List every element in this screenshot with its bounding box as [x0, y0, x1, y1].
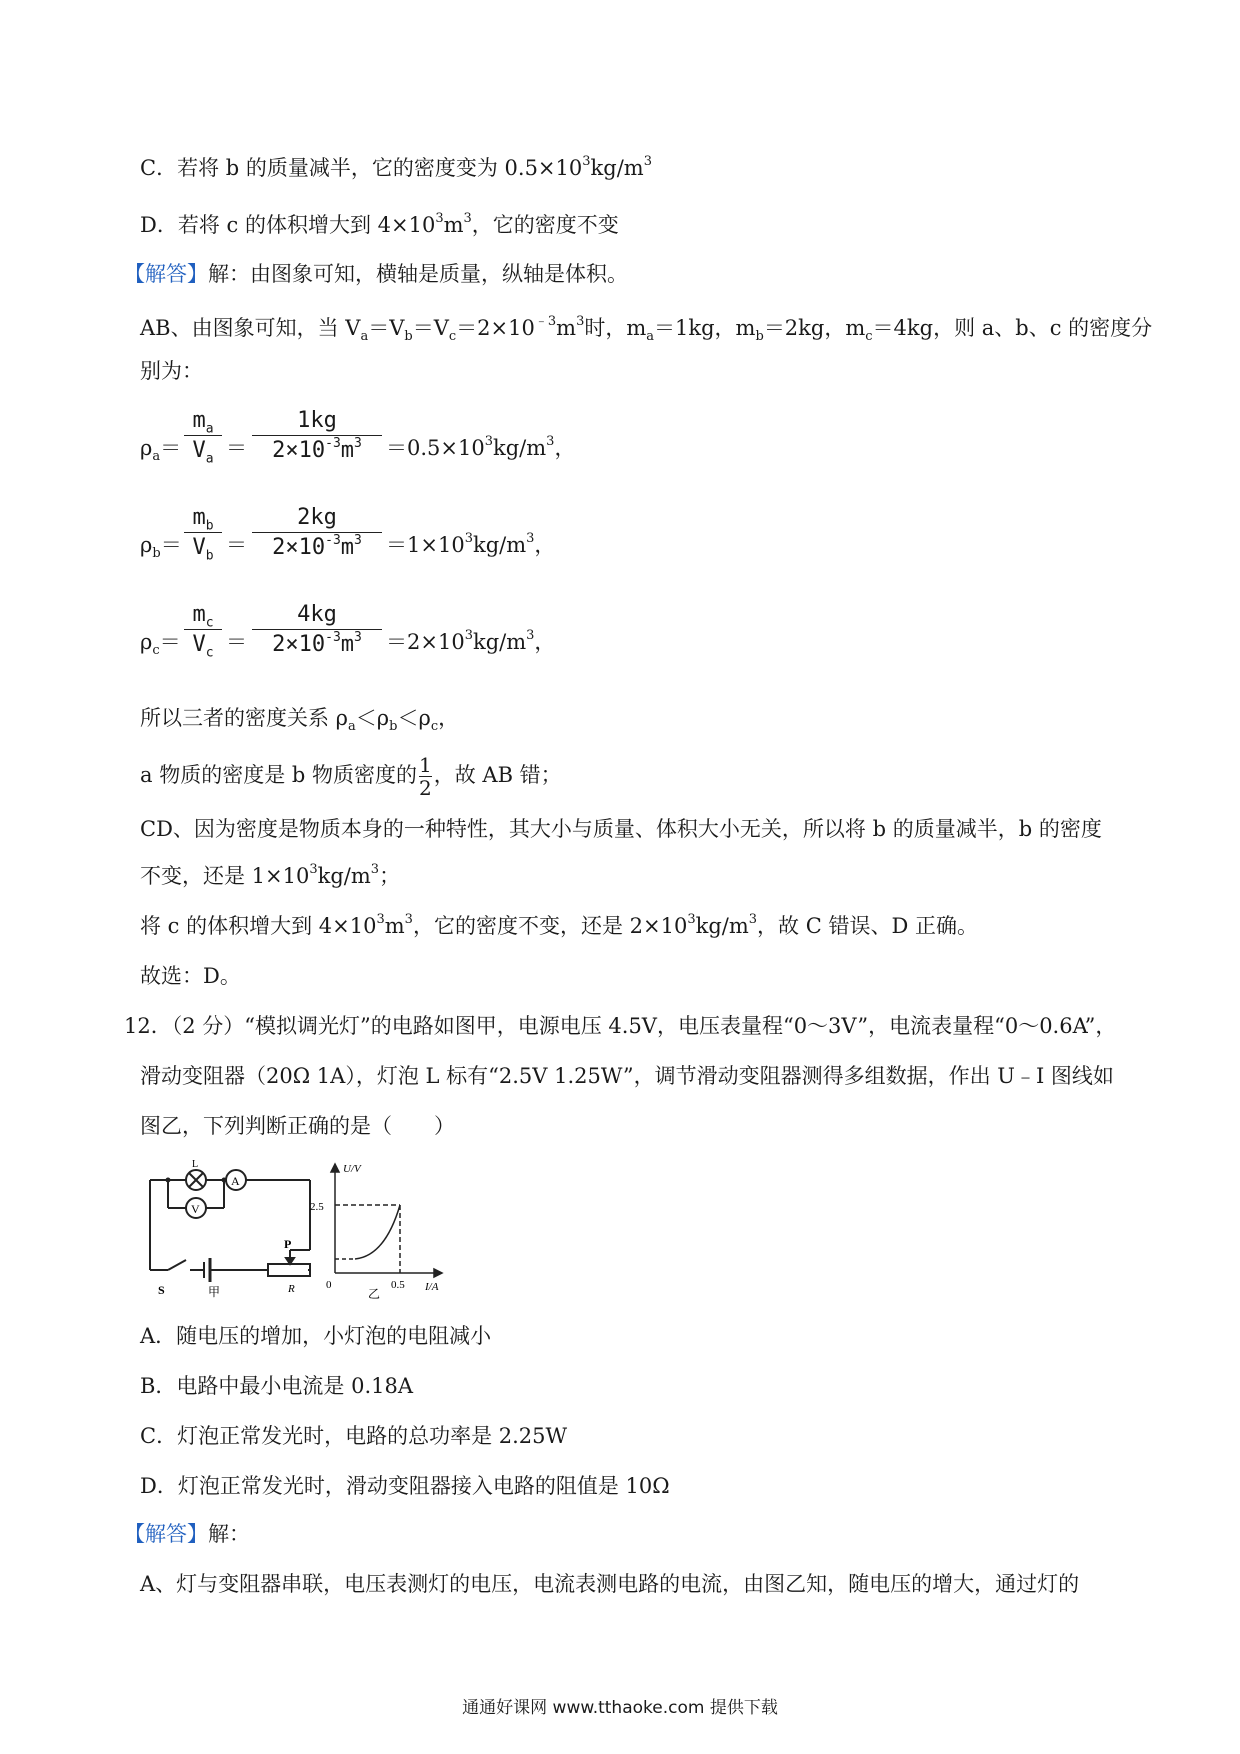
- caption-left: 甲: [208, 1285, 221, 1299]
- formula-rho-a: $\rho_a=$ $m_a$ $V_a$ ＝ 1kg $2\times 10^{-3}m^3$ $=0.5\times 10^3kg/m^3$，: [140, 408, 576, 467]
- caption-right: 乙: [368, 1287, 381, 1301]
- density-relation: 所以三者的密度关系 $\rho_a<\rho_b<\rho_c$，: [140, 706, 460, 735]
- y-tick-label: 2.5: [310, 1201, 324, 1213]
- switch-label: S: [158, 1283, 165, 1297]
- slider-label: P: [284, 1237, 292, 1251]
- cd-line-3: 将 c 的体积增大到 $4\times 10^3m^3$，它的密度不变，还是 $2\times 10^3kg/m^3$，故 C 错误、D 正确。: [140, 912, 978, 938]
- answer-heading-1: 【解答】解：由图象可知，横轴是质量，纵轴是体积。: [124, 262, 628, 286]
- ab-line-1: AB、由图象可知，当 $V_a=V_b=V_c=2\times 10^{﹣3}m^3$时，$m_a=1kg$，$m_b=2kg$，$m_c=4kg$，则 a、b、c 的密度分: [140, 314, 1153, 345]
- question-12-line-1: 12．（2 分）“模拟调光灯”的电路如图甲，电源电压 4.5V，电压表量程“0～3V”，电流表量程“0～0.6A”，: [124, 1014, 1117, 1038]
- x-tick-label: 0.5: [391, 1279, 405, 1291]
- formula-rho-b: $\rho_b=$ $m_b$ $V_b$ ＝ 2kg $2\times 10^{-3}m^3$ $=1\times 10^3kg/m^3$，: [140, 505, 556, 564]
- option-c: C．若将 b 的质量减半，它的密度变为 $0.5\times 10^3kg/m^3$: [140, 154, 652, 180]
- origin-label: 0: [326, 1279, 332, 1291]
- answer-tag: 【解答】: [124, 262, 208, 286]
- question-12-line-3: 图乙，下列判断正确的是（ ）: [140, 1114, 455, 1138]
- circuit-and-graph-figure: [140, 1158, 480, 1308]
- option-d: D．若将 c 的体积增大到 $4\times 10^3m^3$，它的密度不变: [140, 211, 619, 237]
- answer-heading-2: 【解答】解：: [124, 1522, 250, 1546]
- option-12-a: A．随电压的增加，小灯泡的电阻减小: [140, 1324, 492, 1348]
- cd-line-1: CD、因为密度是物质本身的一种特性，其大小与质量、体积大小无关，所以将 b 的质量减半，b 的密度: [140, 817, 1102, 841]
- y-axis-label: U/V: [343, 1163, 361, 1175]
- lamp-label: L: [192, 1159, 199, 1170]
- resistor-label: R: [288, 1283, 295, 1295]
- cd-line-2: 不变，还是 $1\times 10^3kg/m^3$；: [140, 862, 401, 888]
- question-12-line-2: 滑动变阻器（20Ω 1A），灯泡 L 标有“2.5V 1.25W”，调节滑动变阻器测得多组数据，作出 U﹣I 图线如: [140, 1064, 1114, 1088]
- ammeter-label: A: [231, 1174, 240, 1188]
- footer-source: 通通好课网 www.tthaoke.com 提供下载: [462, 1698, 778, 1718]
- option-12-c: C．灯泡正常发光时，电路的总功率是 2.25W: [140, 1424, 568, 1448]
- ab-line-2: 别为：: [140, 359, 203, 383]
- answer-tag: 【解答】: [124, 1522, 208, 1546]
- x-axis-label: I/A: [425, 1281, 439, 1293]
- voltmeter-label: V: [191, 1202, 200, 1216]
- ui-graph: [331, 1164, 442, 1277]
- option-12-b: B．电路中最小电流是 0.18A: [140, 1374, 414, 1398]
- formula-rho-c: $\rho_c=$ $m_c$ $V_c$ ＝ 4kg $2\times 10^{-3}m^3$ $=2\times 10^3kg/m^3$，: [140, 602, 556, 661]
- half-density-line: a 物质的密度是 b 物质密度的 $\frac{1}{2}$ ，故 AB 错；: [140, 753, 562, 800]
- option-12-d: D．灯泡正常发光时，滑动变阻器接入电路的阻值是 10Ω: [140, 1474, 670, 1498]
- choose-answer-1: 故选：D。: [140, 964, 241, 988]
- answer-12-line-a: A、灯与变阻器串联，电压表测灯的电压，电流表测电路的电流，由图乙知，随电压的增大，通过灯的: [140, 1572, 1080, 1596]
- circuit-diagram: [150, 1170, 310, 1282]
